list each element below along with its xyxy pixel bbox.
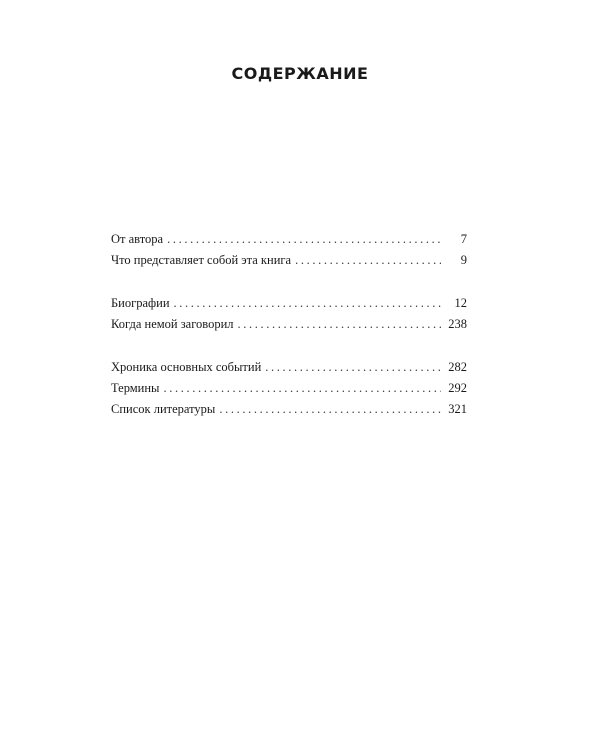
- toc-entry: [111, 229, 467, 250]
- dot-leader: [219, 399, 441, 420]
- toc-group: [111, 229, 467, 271]
- toc-entry-label: Биографии: [111, 296, 170, 310]
- dot-leader: [238, 314, 441, 335]
- toc-entry: [111, 357, 467, 378]
- dot-leader: [265, 357, 441, 378]
- table-of-contents: [111, 229, 467, 442]
- toc-entry-label: Список литературы: [111, 402, 216, 416]
- toc-group: [111, 293, 467, 335]
- toc-entry-page: 292: [448, 381, 467, 395]
- toc-group: [111, 357, 467, 420]
- toc-entry-page: 238: [448, 317, 467, 331]
- toc-entry-label: Что представляет собой эта книга: [111, 253, 292, 267]
- toc-entry: [111, 250, 467, 271]
- toc-entry: [111, 378, 467, 399]
- toc-entry-page: 7: [460, 232, 467, 246]
- toc-entry-label: Когда немой заговорил: [111, 317, 234, 331]
- dot-leader: [167, 229, 441, 250]
- toc-entry-label: От автора: [111, 232, 164, 246]
- toc-entry: [111, 293, 467, 314]
- toc-entry-page: 9: [460, 253, 467, 267]
- toc-entry-label: Хроника основных событий: [111, 360, 262, 374]
- toc-entry-label: Термины: [111, 381, 160, 395]
- toc-entry: [111, 399, 467, 420]
- dot-leader: [174, 293, 441, 314]
- toc-entry: [111, 314, 467, 335]
- page-title: СОДЕРЖАНИЕ: [231, 64, 369, 83]
- toc-entry-page: 321: [448, 402, 467, 416]
- toc-entry-page: 12: [454, 296, 467, 310]
- toc-entry-page: 282: [448, 360, 467, 374]
- dot-leader: [295, 250, 441, 271]
- dot-leader: [163, 378, 441, 399]
